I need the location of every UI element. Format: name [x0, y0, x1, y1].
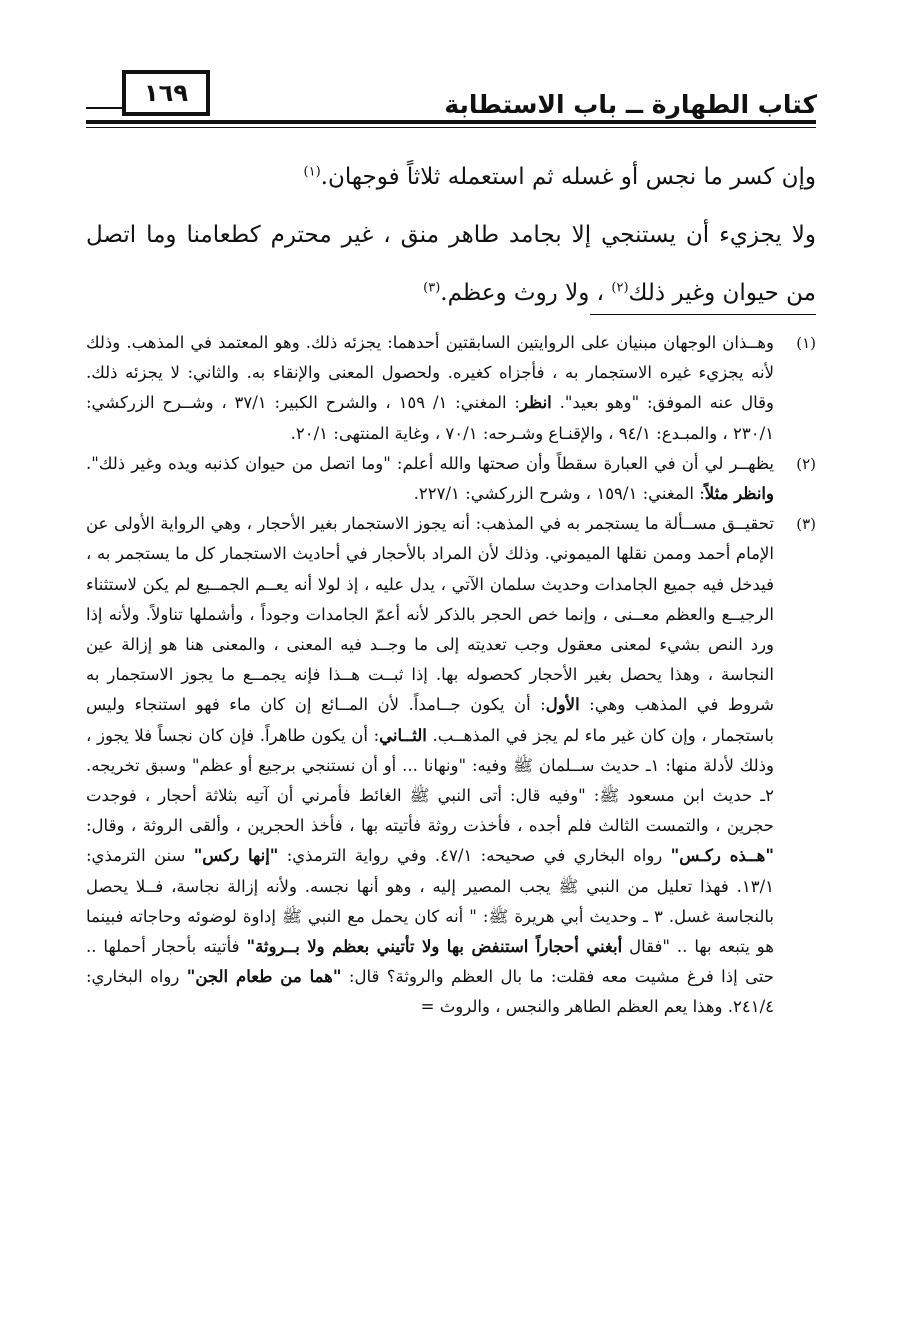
- footnote-number: (١): [796, 334, 816, 352]
- main-paragraph-1: وإن كسر ما نجس أو غسله ثم استعمله ثلاثاً فوجهان.$^{(١)}$: [303, 164, 816, 190]
- header-rule-thick: [86, 120, 816, 124]
- footnote-separator: [590, 314, 816, 315]
- footnote-number: (٢): [796, 454, 816, 473]
- footnote-3: [86, 509, 816, 1022]
- page-number-box: [122, 70, 210, 116]
- page-header-title: كتاب الطهارة ــ باب الاستطابة: [444, 90, 817, 119]
- header-rule-thin: [86, 127, 816, 128]
- footnote-ref-1: (١): [303, 164, 321, 180]
- page-number: ١٦٩: [144, 79, 188, 107]
- footnote-text: يظهــر لي أن في العبارة سقطاً وأن صحتها والله أعلم: "وما اتصل من حيوان كذنبه ويده وغير ذلك". وانظر مثلاً: المغني: ١٥٩/١ ، وشرح الزركشي: ٢٢٧/١.: [86, 453, 774, 504]
- main-paragraph-2: ولا يجزيء أن يستنجي إلا بجامد طاهر منق ، غير محترم كطعامنا وما اتصل من حيوان وغير ذلك$^{(٢)}$ ، ولا روث وعظم.$^{(٣)}$: [86, 222, 816, 306]
- footnote-text: تحقيــق مســألة ما يستجمر به في المذهب: أنه يجوز الاستجمار بغير الأحجار ، وهي الرواية الأولى عن الإمام أحمد وممن نقلها الميموني. وذلك لأن المراد بالأحجار في أحاديث الاستجمار كل ما يستجمر به ، فيدخل فيه جميع الجامدات وحديث سلمان الآتي ، يدل عليه ، إذ لولا أنه يعــم الجمــيع لم يكن لاستثناء الرجيــع والعظم معــنى ، وإنما خص الحجر بالذكر لأنه أعمّ الجامدات وجوداً ، وأشملها تناولاً. ولأنه إذا ورد النص بشيء لمعنى معقول وجب تعديته إلى ما وجــد فيه المعنى ، والمعنى هنا هو إزالة عين النجاسة ، وهذا يحصل بغير الأحجار كحصوله بها. إذا ثبــت هــذا فإنه يجمــع ما يجوز الاستجمار به شروط في المذهب وهي: الأول: أن يكون جــامداً. لأن المــائع إن كان ماء فهو استنجاء وليس باستجمار ، وإن كان غير ماء لم يجز في المذهــب. الثــاني: أن يكون طاهراً. فإن كان نجساً فلا يجوز ، وذلك لأدلة منها: ١ـ حديث ســلمان ﷺ وفيه: "ونهانا ... أو أن نستنجي برجيع أو عظم" وسبق تخريجه. ٢ـ حديث ابن مسعود ﷺ: "وفيه قال: أتى النبي ﷺ الغائط فأمرني أن آتيه بثلاثة أحجار ، فوجدت حجرين ، والتمست الثالث فلم أجده ، فأخذت روثة فأتيته بها ، فأخذ الحجرين ، وألقى الروثة ، وقال: "هــذه ركـس" رواه البخاري في صحيحه: ٤٧/١. وفي رواية الترمذي: "إنها ركس" سنن الترمذي: ١٣/١. فهذا تعليل من النبي ﷺ يجب المصير إليه ، وهو أنها نجسه. ولأنه إزالة نجاسة، فــلا يحصل بالنجاسة غسل. ٣ ـ وحديث أبي هريرة ﷺ: " أنه كان يحمل مع النبي ﷺ إداوة لوضوئه وحاجاته فبينما هو يتبعه بها .. "فقال أبغني أحجاراً استنفض بها ولا تأتيني بعظم ولا بــروثة" فأتيته بأحجار أحملها .. حتى إذا فرغ مشيت معه فقلت: ما بال العظم والروثة؟ قال: "هما من طعام الجن" رواه البخاري: ٢٤١/٤. وهذا يعم العظم الطاهر والنجس ، والروث =: [86, 514, 775, 1017]
- footnote-1: [86, 328, 816, 449]
- footnotes: [86, 328, 816, 1023]
- footnote-ref-2: (٢): [611, 280, 629, 296]
- footnote-ref-3: (٣): [423, 280, 441, 296]
- footnote-2: [86, 449, 816, 509]
- footnote-text: وهــذان الوجهان مبنيان على الروايتين السابقتين أحدهما: يجزئه ذلك. وهو المعتمد في المذهب. وذلك لأنه يجزيء غيره الاستجمار به ، فأجزاه كغيره. ولحصول المعنى والإنقاء به. والثاني: لا يجزئه ذلك. وقال عنه الموفق: "وهو بعيد". انظر: المغني: ١/ ١٥٩ ، والشرح الكبير: ٣٧/١ ، وشــرح الزركشي: ٢٣٠/١ ، والمبـدع: ٩٤/١ ، والإقنـاع وشـرحه: ٧٠/١ ، وغاية المنتهى: ٢٠/١.: [86, 333, 774, 443]
- footnote-number: (٣): [796, 515, 816, 534]
- main-text: [86, 148, 816, 322]
- header-left-line: [86, 107, 122, 109]
